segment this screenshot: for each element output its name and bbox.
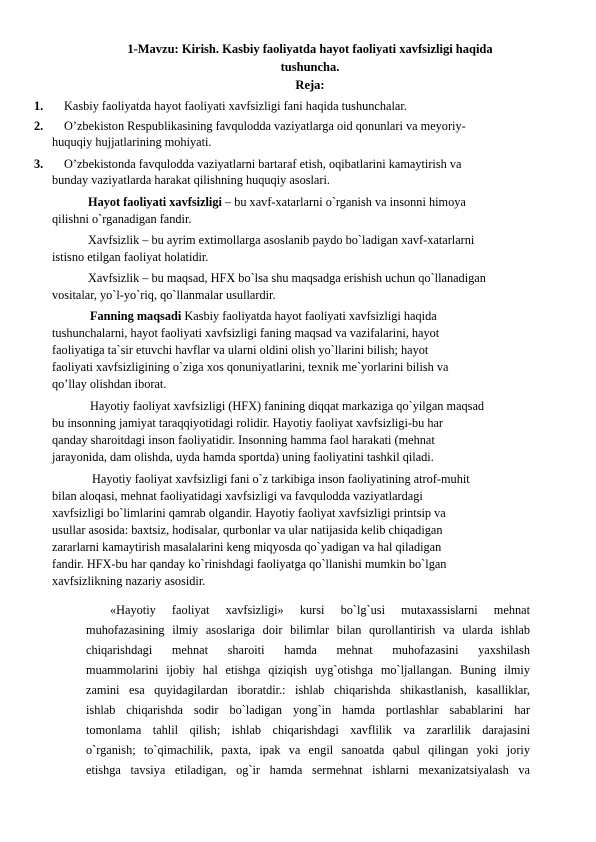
paragraph-line: etishga tavsiya etiladigan, og`ir hamda sermehnat ishlarni mexanizatsiyalash va [86,763,530,777]
paragraph-line: muammolarini ijobiy hal etishga qiziqish uyg`otishga mo`ljallangan. Buning ilmiy [86,663,530,677]
plan-item-3-cont: bunday vaziyatlarda harakat qilishning huquqiy asoslari. [52,173,330,187]
paragraph-line: bilan aloqasi, mehnat faoliyatidagi xavfsizligi va favqulodda vaziyatlardagi [52,489,423,503]
plan-item-2: O’zbekiston Respublikasining favqulodda vaziyatlarga oid qonunlari va meyoriy- [64,119,466,133]
definition-safety-2: Xavfsizlik – bu maqsad, HFX bo`lsa shu maqsadga erishish uchun qo`llanadigan [88,271,486,285]
plan-number: 1. [34,99,44,113]
plan-item-2-cont: huquqiy hujjatlarining mohiyati. [52,135,212,149]
plan-item-3: O’zbekistonda favqulodda vaziyatlarni bartaraf etish, oqibatlarini kamaytirish va [64,157,462,171]
paragraph-line: ishlab chiqarishda sodir bo`ladigan yong`in hamda portlashlar sabablarini har [86,703,530,717]
paragraph-line: xavfsizlikning nazariy asosidir. [52,574,206,588]
plan-item-1: Kasbiy faoliyatda hayot faoliyati xavfsizligi fani haqida tushunchalar. [64,99,407,113]
paragraph-line: zararlarni kamaytirish masalalarini keng miqyosda qo`yadigan va hal qiladigan [52,540,442,554]
paragraph-line: Hayotiy faoliyat xavfsizligi (HFX) fanining diqqat markaziga qo`yilgan maqsad [90,399,485,413]
goal-line: faoliyatiga ta`sir etuvchi havflar va ularni oldini olish yo`llarini bilish; hayot [52,343,429,357]
definition-safety-cont: istisno etilgan faoliyat holatidir. [52,250,209,264]
goal-line: Fanning maqsadi Kasbiy faoliyatda hayot faoliyati xavfsizligi haqida [90,309,437,323]
paragraph-line: o`rganish; to`qimachilik, paxta, ipak va engil sanoatda qabul qilingan yoki joriy [86,743,530,757]
paragraph-line: «Hayotiy faoliyat xavfsizligi» kursi bo`lg`usi mutaxassislarni mehnat [110,603,530,617]
paragraph-line: fandir. HFX-bu har qanday ko`rinishdagi faoliyatga qo`llanishi mumkin bo`lgan [52,557,447,571]
term-hfx: Hayot faoliyati xavfsizligi [88,195,222,209]
definition-safety: Xavfsizlik – bu ayrim extimollarga asoslanib paydo bo`ladigan xavf-xatarlarni [88,233,475,247]
paragraph-line: tomonlama tahlil qilish; ishlab chiqarishdagi xavflilik va zararlilik darajasini [86,723,530,737]
paragraph-line: bu insonning jamiyat taraqqiyotidagi rolidir. Hayotiy faoliyat xavfsizligi-bu har [52,416,444,430]
paragraph-line: xavfsizligi bo`limlarini qamrab olgandir. Hayotiy faoliyat xavfsizligi printsip va [52,506,446,520]
goal-line: faoliyati xavfsizligining o`ziga xos qonuniyatlarini, texnik me`yorlarini bilish va [52,360,449,374]
paragraph-line: zamini esa quyidagilardan iboratdir.: ishlab chiqarishda shikastlanish, kasalliklar, [86,683,530,697]
paragraph-line: Hayotiy faoliyat xavfsizligi fani o`z tarkibiga inson faoliyatining atrof-muhit [92,472,470,486]
plan-number: 2. [34,119,44,133]
document-title: 1-Mavzu: Kirish. Kasbiy faoliyatda hayot faoliyati xavfsizligi haqida [127,42,493,56]
term-goal: Fanning maqsadi [90,309,182,323]
document-title-cont: tushuncha. [280,60,340,74]
paragraph-line: qanday sharoitdagi inson faoliyatidir. Insonning hamma faol harakati (mehnat [52,433,435,447]
goal-line: qo’llay olishdan iborat. [52,377,167,391]
paragraph-line: jarayonida, dam olishda, uyda hamda sportda) uning faoliyatini tashkil qiladi. [52,450,434,464]
plan-heading: Reja: [295,78,325,92]
goal-line: tushunchalarni, hayot faoliyati xavfsizligi faning maqsad va vazifalarini, hayot [52,326,440,340]
definition-safety-2-cont: vositalar, yo`l-yo`riq, qo`llanmalar usullardir. [52,288,276,302]
definition-hfx-cont: qilishni o`rganadigan fandir. [52,212,192,226]
plan-number: 3. [34,157,44,171]
paragraph-line: muhofazasining ilmiy asoslariga doir bilimlar bilan qurollantirish va ularda ishlab [86,623,530,637]
paragraph-line: usullar asosida: baxtsiz, hodisalar, qurbonlar va ular natijasida kelib chiqadigan [52,523,443,537]
paragraph-line: chiqarishdagi mehnat sharoiti hamda mehnat muhofazasini yaxshilash [86,643,530,657]
definition-hfx: Hayot faoliyati xavfsizligi – bu xavf-xatarlarni o`rganish va insonni himoya [88,195,466,209]
